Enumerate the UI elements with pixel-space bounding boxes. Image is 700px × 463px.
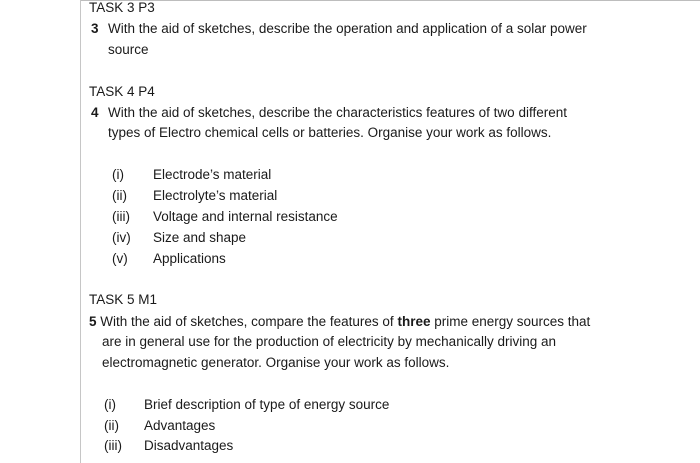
task5-item-number: (iii) bbox=[104, 438, 122, 453]
task5-text-emphasis: three bbox=[397, 314, 431, 329]
task5-text-post: prime energy sources that bbox=[434, 314, 591, 329]
task5-item-number: (i) bbox=[104, 397, 116, 412]
task4-item-number: (i) bbox=[112, 167, 124, 182]
task5-item-number: (ii) bbox=[104, 418, 119, 433]
task4-item-number: (iii) bbox=[112, 209, 130, 224]
task5-heading: TASK 5 M1 bbox=[89, 292, 158, 307]
task5-text-line2: are in general use for the production of electricity by mechanically driving an bbox=[102, 334, 556, 349]
task4-text-line1: With the aid of sketches, describe the characteristics features of two different bbox=[108, 105, 567, 120]
task5-text-pre: With the aid of sketches, compare the features of bbox=[100, 314, 394, 329]
task4-heading: TASK 4 P4 bbox=[89, 84, 155, 99]
task4-text-line2: types of Electro chemical cells or batteries. Organise your work as follows. bbox=[108, 125, 552, 140]
task5-text-line1 bbox=[89, 314, 590, 330]
task4-item-text: Voltage and internal resistance bbox=[153, 209, 338, 224]
task5-number: 5 bbox=[89, 314, 97, 329]
task5-item-text: Brief description of type of energy source bbox=[144, 397, 390, 412]
task4-item-text: Applications bbox=[153, 251, 226, 266]
task5-item-text: Advantages bbox=[144, 418, 216, 433]
page-left-border bbox=[80, 0, 81, 463]
task3-text-line2: source bbox=[108, 42, 149, 57]
task4-item-text: Electrode’s material bbox=[153, 167, 272, 182]
task3-text-line1: With the aid of sketches, describe the operation and application of a solar power bbox=[108, 21, 587, 36]
task4-item-text: Electrolyte’s material bbox=[153, 188, 278, 203]
task4-item-number: (iv) bbox=[112, 230, 131, 245]
task4-item-text: Size and shape bbox=[153, 230, 247, 245]
page-top-border bbox=[80, 0, 700, 1]
task5-text-line3: electromagnetic generator. Organise your work as follows. bbox=[102, 355, 450, 370]
task4-number: 4 bbox=[91, 105, 99, 120]
task3-number: 3 bbox=[91, 21, 99, 36]
task5-item-text: Disadvantages bbox=[144, 438, 234, 453]
task3-heading: TASK 3 P3 bbox=[89, 0, 155, 15]
task4-item-number: (ii) bbox=[112, 188, 127, 203]
task4-item-number: (v) bbox=[112, 251, 128, 266]
